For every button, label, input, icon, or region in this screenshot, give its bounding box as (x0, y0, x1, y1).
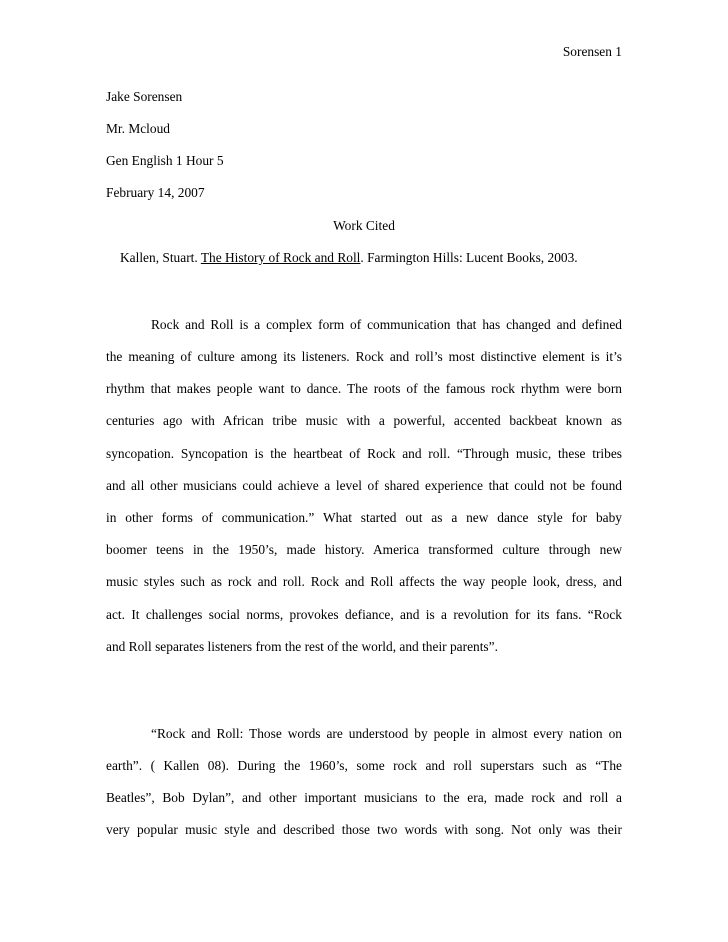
paragraph-line: syncopation. Syncopation is the heartbeat of Rock and roll. “Through music, these tribes (106, 446, 622, 461)
running-head: Sorensen 1 (562, 44, 622, 59)
paragraph-line: the meaning of culture among its listeners. Rock and roll’s most distinctive element is it’s (106, 349, 622, 364)
paragraph-line: earth”. ( Kallen 08). During the 1960’s, some rock and roll superstars such as “The (106, 758, 622, 773)
paragraph-line: and all other musicians could achieve a level of shared experience that could not be found (106, 478, 622, 493)
works-cited-title: Work Cited (333, 218, 395, 233)
paragraph-line: act. It challenges social norms, provokes defiance, and is a revolution for its fans. “Rock (106, 607, 622, 622)
author-name: Jake Sorensen (106, 89, 183, 104)
paragraph-line: boomer teens in the 1950’s, made history. America transformed culture through new (106, 542, 622, 557)
citation-publication: . Farmington Hills: Lucent Books, 2003. (360, 250, 578, 265)
teacher-name: Mr. Mcloud (106, 121, 170, 136)
course-name: Gen English 1 Hour 5 (106, 153, 224, 168)
paragraph-line: “Rock and Roll: Those words are understood by people in almost every nation on (151, 726, 622, 741)
essay-date: February 14, 2007 (106, 185, 205, 200)
citation-book-title: The History of Rock and Roll (200, 250, 361, 265)
paragraph-line: music styles such as rock and roll. Rock and Roll affects the way people look, dress, and (106, 574, 622, 589)
paragraph-line: Rock and Roll is a complex form of communication that has changed and defined (151, 317, 622, 332)
paragraph-line: and Roll separates listeners from the rest of the world, and their parents”. (106, 639, 498, 654)
works-cited-entry (120, 250, 578, 266)
paragraph-line: centuries ago with African tribe music with a powerful, accented backbeat known as (106, 413, 622, 428)
paragraph-line: Beatles”, Bob Dylan”, and other important musicians to the era, made rock and roll a (106, 790, 622, 805)
paragraph-line: rhythm that makes people want to dance. The roots of the famous rock rhythm were born (106, 381, 622, 396)
citation-author: Kallen, Stuart. (120, 250, 198, 265)
paragraph-line: in other forms of communication.” What started out as a new dance style for baby (106, 510, 622, 525)
paragraph-line: very popular music style and described those two words with song. Not only was their (106, 822, 622, 837)
